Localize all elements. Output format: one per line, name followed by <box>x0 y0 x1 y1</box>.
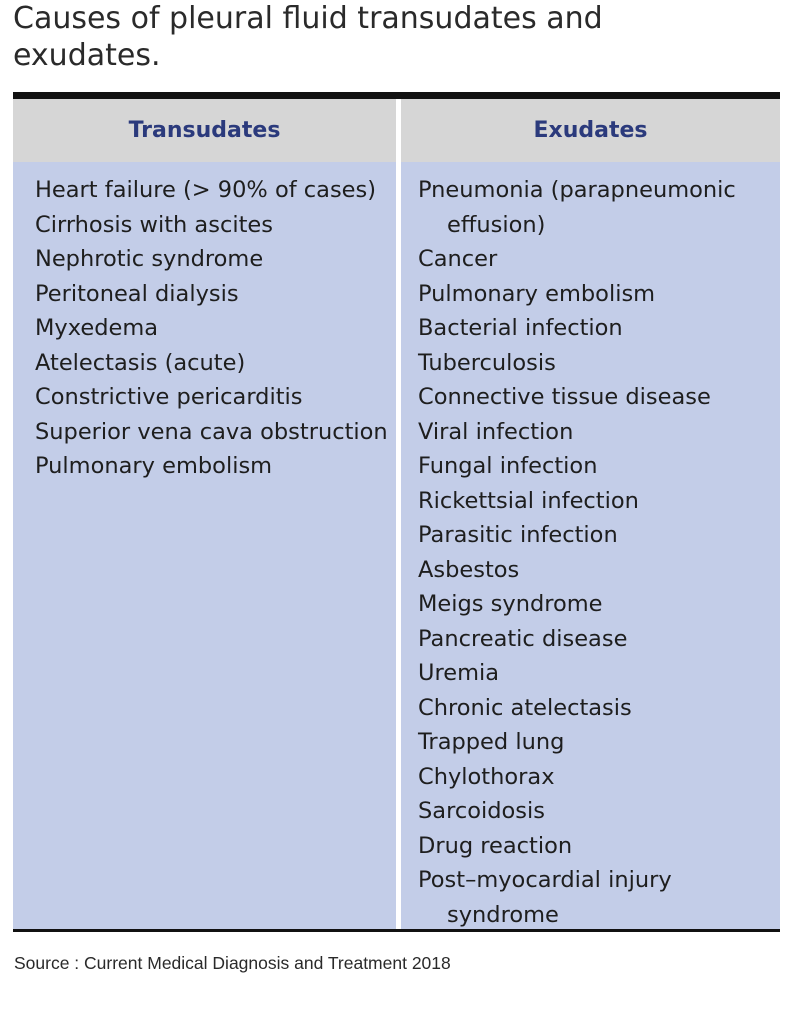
list-item: Chronic atelectasis <box>418 694 632 721</box>
list-item: Superior vena cava obstruction <box>35 418 388 445</box>
list-item: Pulmonary embolism <box>418 280 656 307</box>
list-item: Rickettsial infection <box>418 487 639 514</box>
list-item: Trapped lung <box>418 729 565 755</box>
list-item: Peritoneal dialysis <box>35 280 239 307</box>
column-header-exudates: Exudates <box>533 118 648 143</box>
list-item: Post–myocardial injury syndrome <box>418 867 672 928</box>
list-item: Meigs syndrome <box>418 591 603 617</box>
column-divider <box>396 99 401 929</box>
list-item: Constrictive pericarditis <box>35 384 303 410</box>
list-item: Cancer <box>418 246 498 272</box>
list-item: Asbestos <box>418 556 520 583</box>
list-item: Drug reaction <box>418 832 573 859</box>
list-item: Nephrotic syndrome <box>35 246 264 272</box>
exudates-list <box>418 173 773 932</box>
list-item: Uremia <box>418 660 500 686</box>
column-header-transudates: Transudates <box>128 118 281 143</box>
list-item: Parasitic infection <box>418 522 618 548</box>
list-item: Heart failure (> 90% of cases) <box>35 177 377 203</box>
list-item: Atelectasis (acute) <box>35 349 246 376</box>
list-item: Pancreatic disease <box>418 625 628 652</box>
list-item: Chylothorax <box>418 763 555 790</box>
list-item: Fungal infection <box>418 453 598 479</box>
list-item: Pulmonary embolism <box>35 453 273 479</box>
list-item: Cirrhosis with ascites <box>35 211 273 238</box>
causes-table <box>13 92 780 932</box>
list-item: Bacterial infection <box>418 315 623 341</box>
transudates-list <box>35 173 395 484</box>
list-item: Tuberculosis <box>418 349 556 376</box>
source-citation: Source : Current Medical Diagnosis and Treatment 2018 <box>14 953 451 973</box>
list-item: Connective tissue disease <box>418 384 711 410</box>
list-item: Myxedema <box>35 315 159 341</box>
list-item: Pneumonia (parapneumonic effusion) <box>418 177 736 238</box>
list-item: Viral infection <box>418 418 574 445</box>
page-title: Causes of pleural fluid transudates and exudates. <box>13 1 603 73</box>
list-item: Sarcoidosis <box>418 798 545 824</box>
